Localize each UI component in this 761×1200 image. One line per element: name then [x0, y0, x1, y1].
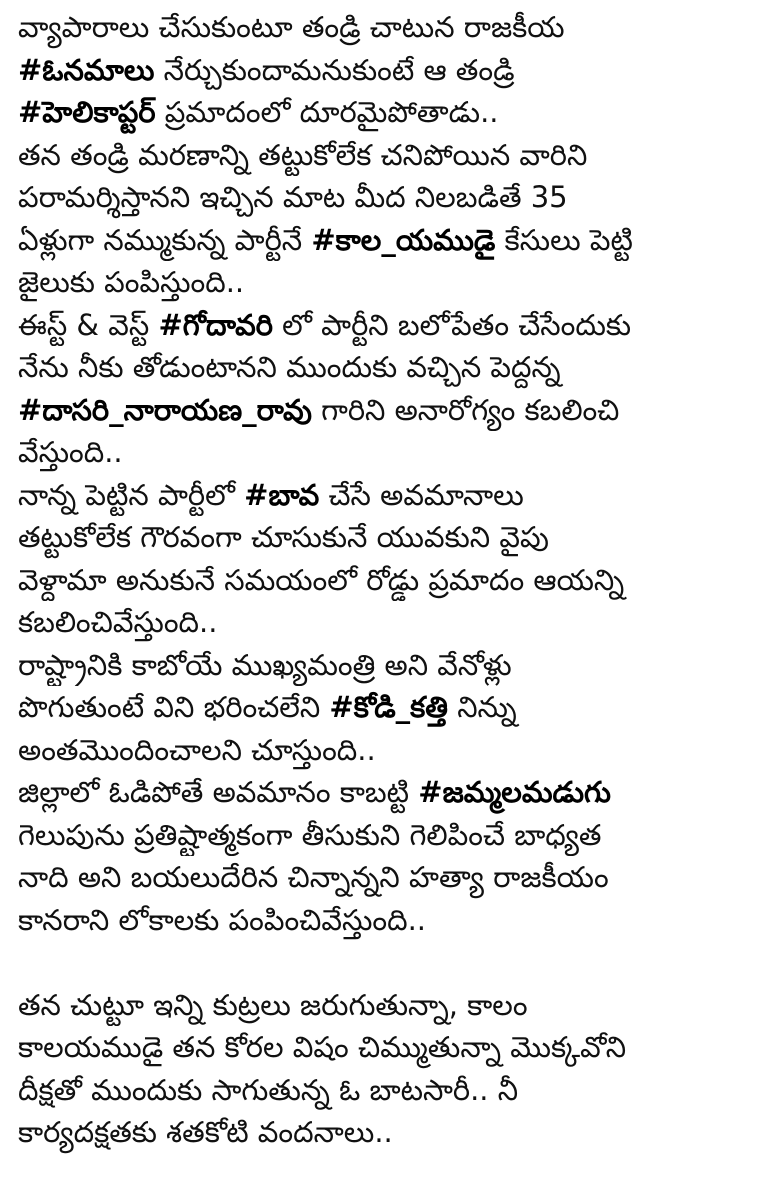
text-line: పరామర్శిస్తానని ఇచ్చిన మాట మీద నిలబడితే 35 [18, 180, 568, 214]
text-segment: నిన్ను [447, 690, 517, 724]
text-line: కార్యదక్షతకు శతకోటి వందనాలు.. [18, 1115, 393, 1149]
text-line: వేస్తుంది.. [18, 435, 123, 469]
text-line [18, 686, 748, 729]
text-line: గెలుపును ప్రతిష్టాత్మకంగా తీసుకుని గెలిపించే బాధ్యత [18, 817, 602, 852]
text-line: కానరాని లోకాలకు పంపించివేస్తుంది.. [18, 902, 427, 937]
hashtag[interactable]: #జమ్మలమడుగు [418, 775, 611, 809]
text-line [18, 474, 748, 517]
text-line: కాలయముడై తన కోరల విషం చిమ్ముతున్నా మొక్కవోని [18, 1030, 627, 1064]
hashtag[interactable]: #హెలికాప్టర్ [18, 95, 156, 129]
text-line [18, 304, 748, 347]
text-line [18, 91, 748, 134]
text-line [18, 389, 748, 432]
text-line: దీక్షతో ముందుకు సాగుతున్న ఓ బాటసారీ.. నీ [18, 1072, 519, 1107]
text-segment: నాన్న పెట్టిన పార్టీలో [18, 477, 245, 512]
text-line: అంతమొందించాలని చూస్తుంది.. [18, 732, 376, 767]
text-line: తన తండ్రి మరణాన్ని తట్టుకోలేక చనిపోయిన వారిని [18, 137, 588, 172]
text-segment: లో పార్టీని బలోపేతం చేసేందుకు [272, 307, 632, 342]
hashtag[interactable]: #దాసరి_నారాయణ_రావు [18, 392, 312, 427]
text-line: నేను నీకు తోడుంటానని ముందుకు వచ్చిన పెద్దన్న [18, 350, 561, 384]
text-line: కబలించివేస్తుంది.. [18, 605, 218, 639]
paragraph-break [18, 941, 748, 984]
text-segment: చేసే అవమానాలు [319, 477, 524, 512]
text-segment: ప్రమాదంలో దూరమైపోతాడు.. [155, 95, 499, 129]
hashtag[interactable]: #కోడి_కత్తి [329, 690, 448, 724]
text-line [18, 219, 748, 262]
text-segment: కేసులు పెట్టి [495, 222, 633, 257]
text-line [18, 49, 748, 92]
text-segment: గారిని అనారోగ్యం కబలించి [311, 392, 620, 427]
text-segment: ఏళ్లుగా నమ్ముకున్న పార్టీనే [18, 222, 312, 257]
hashtag[interactable]: #గోదావరి [158, 307, 273, 342]
text-segment: ఈస్ట్ & వెస్ట్ [18, 307, 159, 342]
text-line: జైలుకు పంపిస్తుంది.. [18, 265, 245, 299]
text-line: నాది అని బయలుదేరిన చిన్నాన్నని హత్యా రాజకీయం [18, 860, 609, 894]
text-segment: పొగుతుంటే విని భరించలేని [18, 690, 330, 724]
text-line: వ్యాపారాలు చేసుకుంటూ తండ్రి చాటున రాజకీయ [18, 10, 565, 44]
text-segment: జిల్లాలో ఓడిపోతే అవమానం కాబట్టి [18, 775, 419, 809]
hashtag[interactable]: #కాల_యముడై [311, 222, 496, 257]
text-segment: నేర్చుకుందామనుకుంటే ఆ తండ్రి [154, 52, 515, 87]
text-line [18, 771, 748, 814]
text-line: తన చుట్టూ ఇన్ని కుట్రలు జరుగుతున్నా, కాలం [18, 987, 528, 1022]
hashtag[interactable]: #బావ [244, 477, 320, 512]
post-text [18, 6, 748, 1154]
text-line: తట్టుకోలేక గౌరవంగా చూసుకునే యువకుని వైపు [18, 520, 549, 554]
hashtag[interactable]: #ఓనమాలు [18, 52, 155, 87]
text-line: రాష్ట్రానికి కాబోయే ముఖ్యమంత్రి అని వేనోళ్లు [18, 647, 512, 682]
text-line: వెళ్దామా అనుకునే సమయంలో రోడ్డు ప్రమాదం ఆయన్ని [18, 562, 625, 597]
